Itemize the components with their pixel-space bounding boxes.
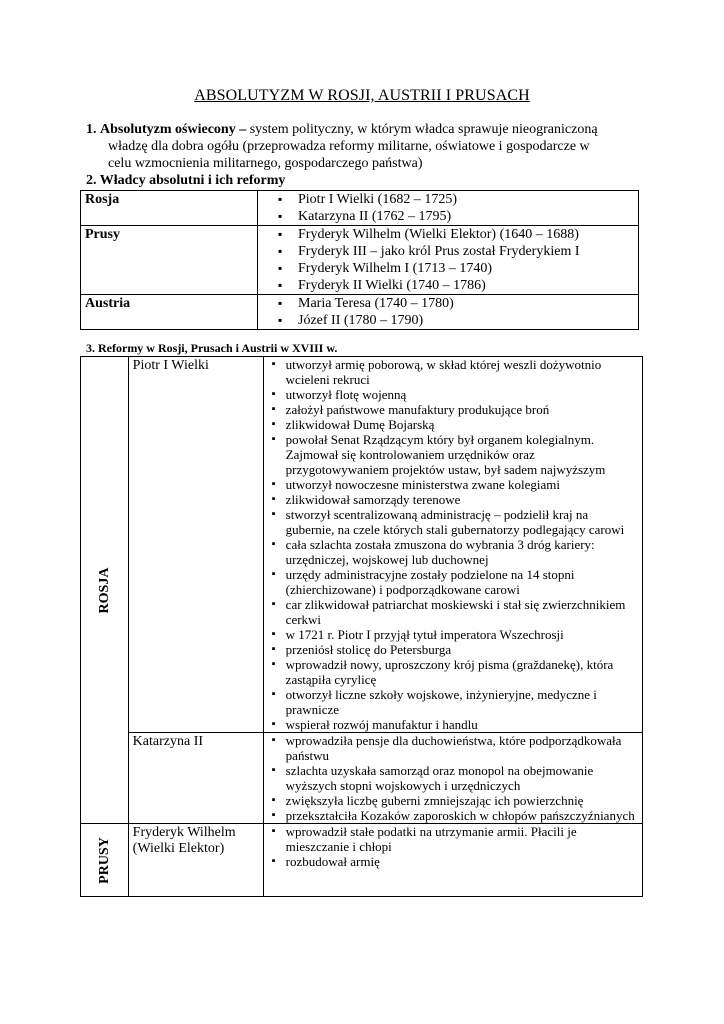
country-label-rosja: ROSJA xyxy=(96,567,112,613)
reform-item: ▪ w 1721 r. Piotr I przyjął tytuł imperatora Wszechrosji xyxy=(270,627,638,642)
rulers-cell xyxy=(258,191,639,226)
reform-item: ▪ zlikwidował samorządy terenowe xyxy=(270,492,638,507)
reforms-row xyxy=(81,824,643,897)
ruler-item: ▪ Józef II (1780 – 1790) xyxy=(284,312,634,329)
reform-item: ▪ rozbudował armię xyxy=(270,854,638,869)
ruler-name-cell: Fryderyk Wilhelm (Wielki Elektor) xyxy=(128,824,263,897)
reforms-cell xyxy=(263,824,642,897)
section-1-line-2: władzę dla dobra ogółu (przeprowadza reformy militarne, oświatowe i gospodarcze w xyxy=(108,139,590,154)
reforms-row xyxy=(81,357,643,733)
reform-item: ▪ szlachta uzyskała samorząd oraz monopol na obejmowanie wyższych stopni wojskowych i urzędniczych xyxy=(270,763,638,793)
section-1-number: 1. xyxy=(86,122,97,137)
reform-item: ▪ przeniósł stolicę do Petersburga xyxy=(270,642,638,657)
reform-item: ▪ zlikwidował Dumę Bojarską xyxy=(270,417,638,432)
reform-item: ▪ wspierał rozwój manufaktur i handlu xyxy=(270,717,638,732)
ruler-item: ▪ Fryderyk III – jako król Prus został Fryderykiem I xyxy=(284,243,634,260)
reform-item: ▪ otworzył liczne szkoły wojskowe, inżynieryjne, medyczne i prawnicze xyxy=(270,687,638,717)
section-1-definition xyxy=(86,121,646,172)
rulers-row-prusy xyxy=(81,226,639,295)
section-3-heading: 3. Reformy w Rosji, Prusach i Austrii w XVIII w. xyxy=(86,341,338,355)
country-cell: Austria xyxy=(81,295,258,330)
reform-item: ▪ powołał Senat Rządzącym który był organem kolegialnym. Zajmował się kontrolowaniem urzędników oraz przygotowywaniem projektów ustaw, był sadem najwyższym xyxy=(270,432,638,477)
reform-item: ▪ utworzył armię poborową, w skład której weszli dożywotnio wcieleni rekruci xyxy=(270,357,638,387)
ruler-item: ▪ Maria Teresa (1740 – 1780) xyxy=(284,295,634,312)
ruler-item: ▪ Fryderyk Wilhelm I (1713 – 1740) xyxy=(284,260,634,277)
reform-item: ▪ urzędy administracyjne zostały podzielone na 14 stopni (zhierchizowane) i podporządkowane carowi xyxy=(270,567,638,597)
reform-item: ▪ wprowadziła pensje dla duchowieństwa, które podporządkowała państwu xyxy=(270,733,638,763)
country-cell: Prusy xyxy=(81,226,258,295)
reforms-cell xyxy=(263,733,642,824)
reform-item: ▪ cała szlachta została zmuszona do wybrania 3 dróg kariery: urzędniczej, wojskowej lub duchownej xyxy=(270,537,638,567)
country-cell: Rosja xyxy=(81,191,258,226)
reform-item: ▪ utworzył flotę wojenną xyxy=(270,387,638,402)
ruler-item: ▪ Fryderyk II Wielki (1740 – 1786) xyxy=(284,277,634,294)
rulers-table xyxy=(80,190,639,330)
section-1-term: Absolutyzm oświecony – xyxy=(100,122,247,137)
ruler-name-cell: Katarzyna II xyxy=(128,733,263,824)
country-label-cell xyxy=(81,357,129,824)
document-title: ABSOLUTYZM W ROSJI, AUSTRII I PRUSACH xyxy=(194,87,530,104)
reform-item: ▪ zwiększyła liczbę guberni zmniejszając ich powierzchnię xyxy=(270,793,638,808)
rulers-cell xyxy=(258,295,639,330)
section-1-line-3: celu wzmocnienia militarnego, gospodarczego państwa) xyxy=(108,156,423,171)
section-2-heading: 2. Władcy absolutni i ich reformy xyxy=(86,173,286,188)
country-label-prusy: PRUSY xyxy=(96,836,112,884)
reform-item: ▪ car zlikwidował patriarchat moskiewski i stał się zwierzchnikiem cerkwi xyxy=(270,597,638,627)
ruler-item: ▪ Piotr I Wielki (1682 – 1725) xyxy=(284,191,634,208)
reforms-table xyxy=(80,356,643,897)
rulers-row-rosja xyxy=(81,191,639,226)
ruler-name-cell: Piotr I Wielki xyxy=(128,357,263,733)
section-1-line-1: system polityczny, w którym władca sprawuje nieograniczoną xyxy=(246,122,598,137)
reform-item: ▪ stworzył scentralizowaną administrację – podzielił kraj na gubernie, na czele których stali gubernatorzy podlegający carowi xyxy=(270,507,638,537)
reform-item: ▪ utworzył nowoczesne ministerstwa zwane kolegiami xyxy=(270,477,638,492)
country-label-cell xyxy=(81,824,129,897)
reforms-row xyxy=(81,733,643,824)
ruler-item: ▪ Katarzyna II (1762 – 1795) xyxy=(284,208,634,225)
reform-item: ▪ wprowadził nowy, uproszczony krój pisma (graždanekę), która zastąpiła cyrylicę xyxy=(270,657,638,687)
reform-item: ▪ wprowadził stałe podatki na utrzymanie armii. Płacili je mieszczanie i chłopi xyxy=(270,824,638,854)
reform-item: ▪ przekształciła Kozaków zaporoskich w chłopów pańszczyźnianych xyxy=(270,808,638,823)
rulers-cell xyxy=(258,226,639,295)
reform-item: ▪ założył państwowe manufaktury produkujące broń xyxy=(270,402,638,417)
ruler-item: ▪ Fryderyk Wilhelm (Wielki Elektor) (1640 – 1688) xyxy=(284,226,634,243)
rulers-row-austria xyxy=(81,295,639,330)
reforms-cell xyxy=(263,357,642,733)
